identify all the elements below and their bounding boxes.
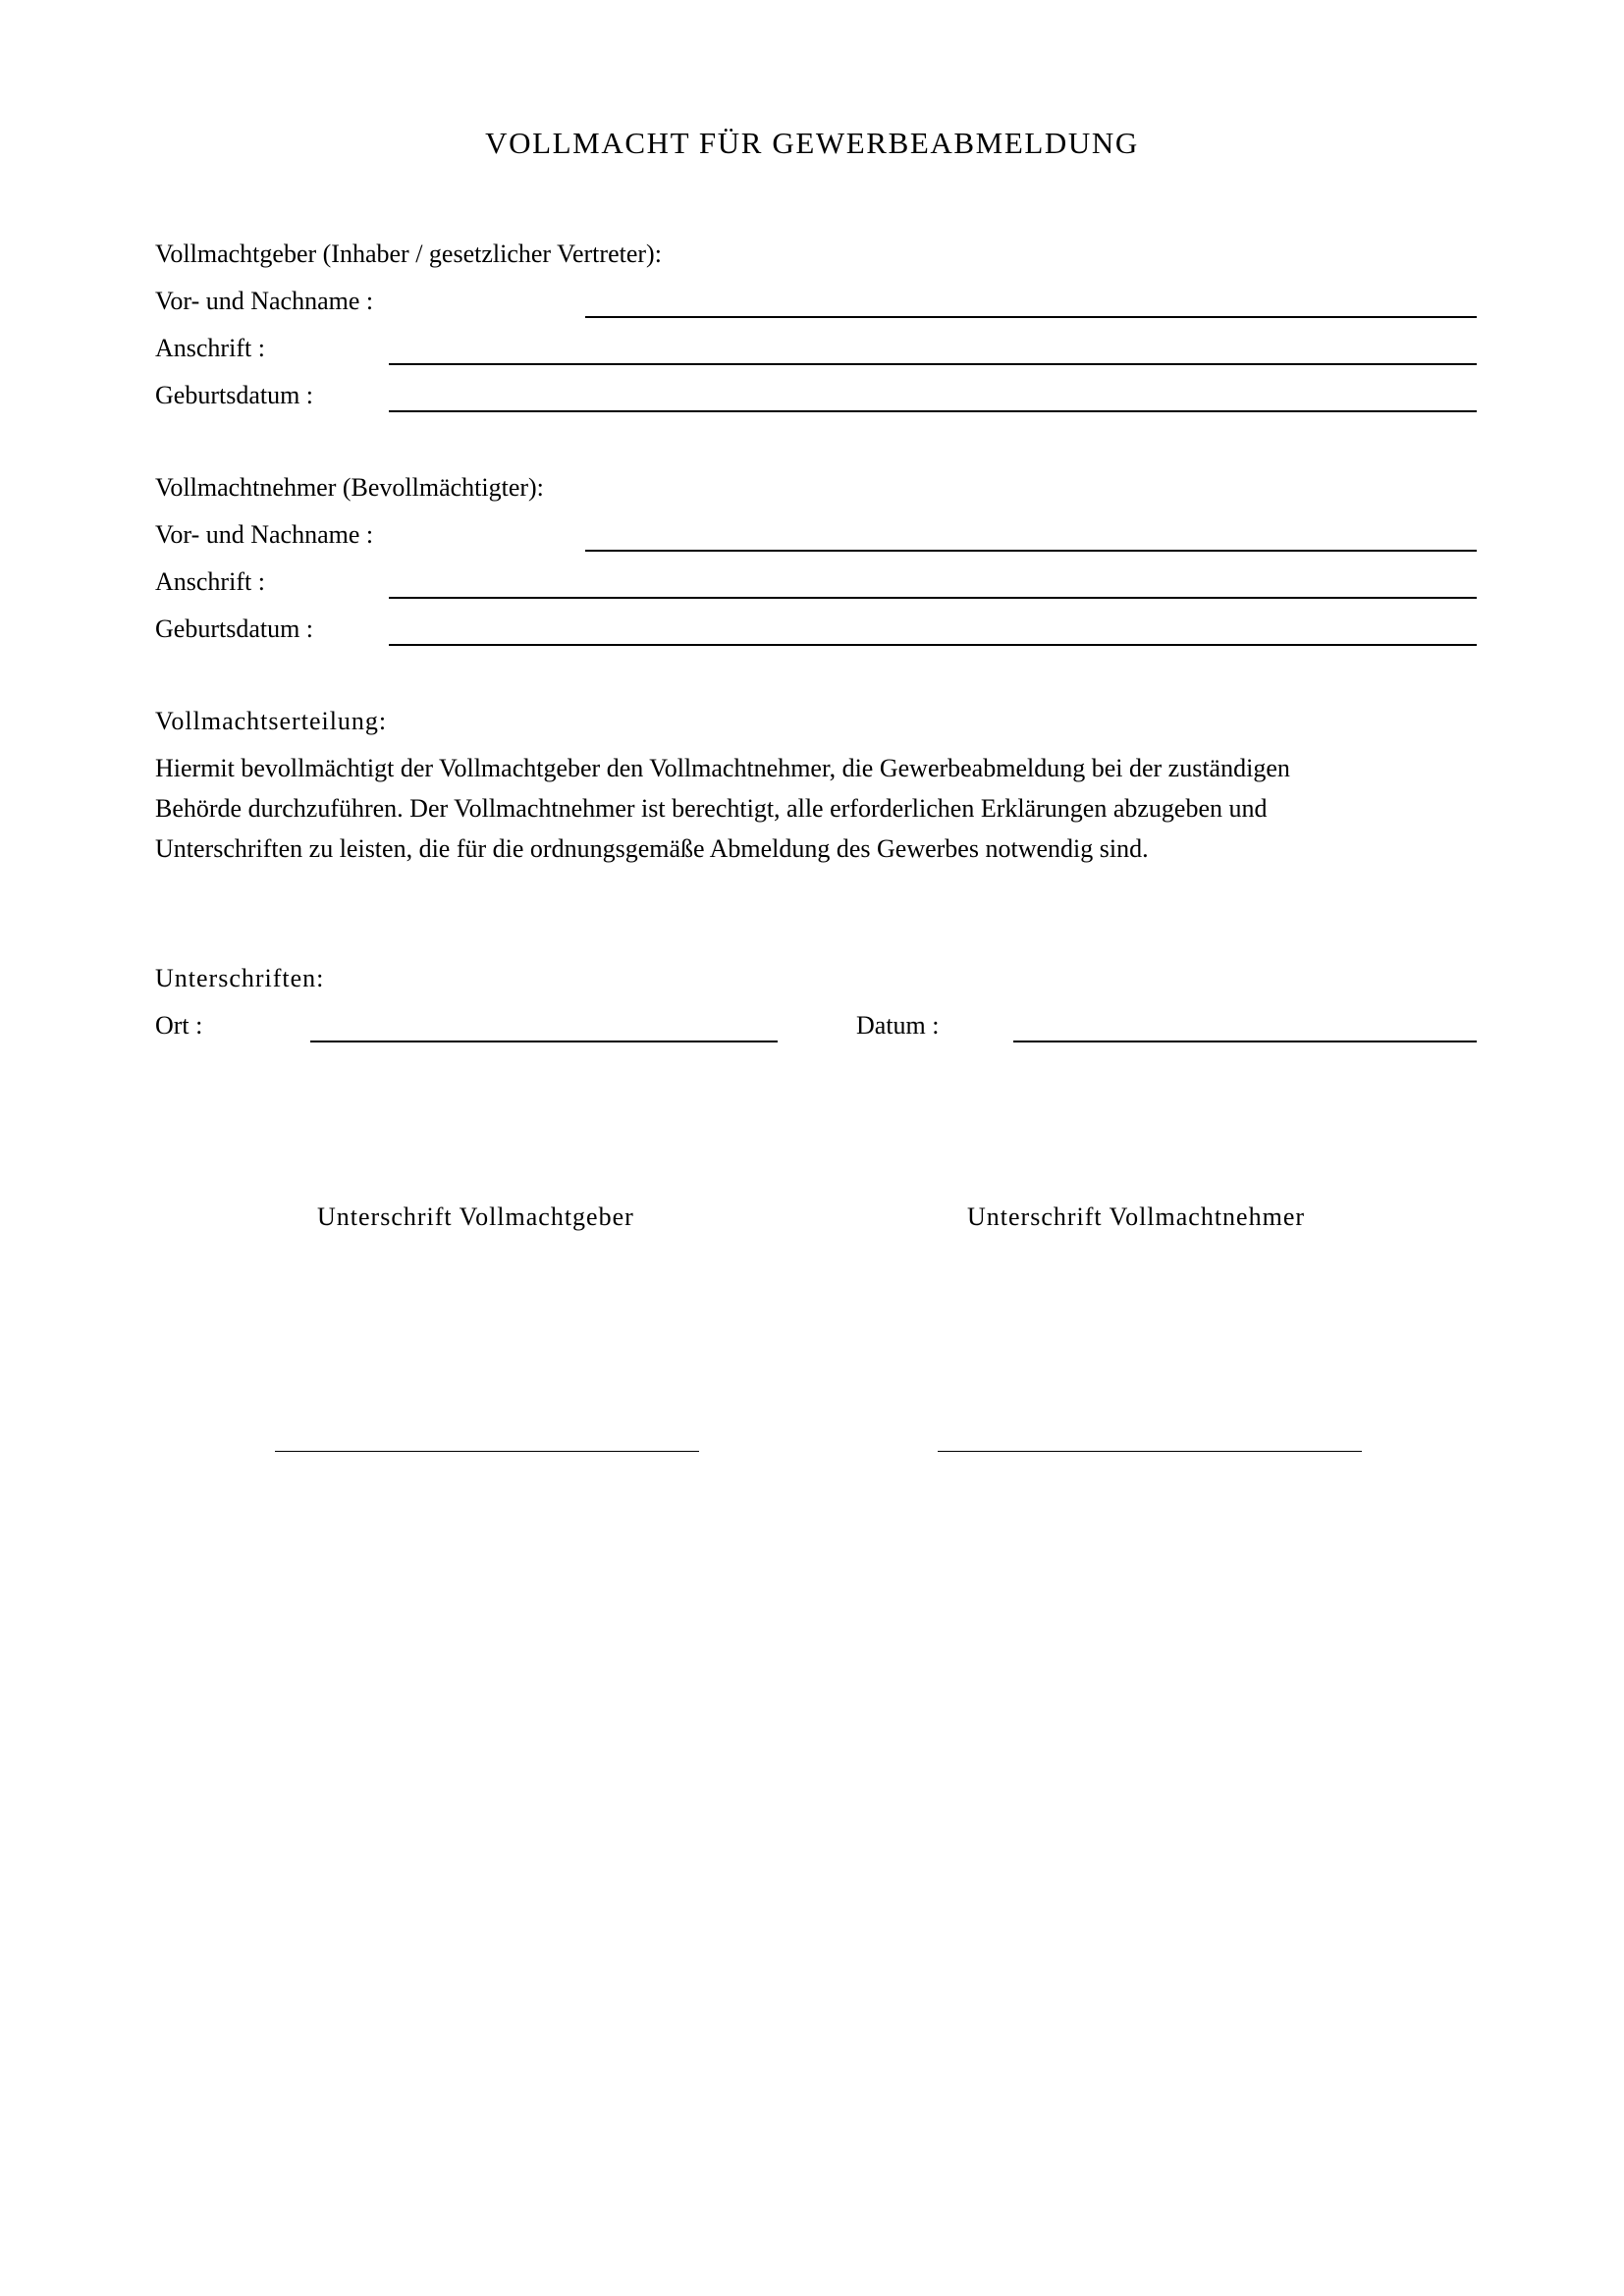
grantor-heading: Vollmachtgeber (Inhaber / gesetzlicher Vertreter): (155, 240, 662, 268)
grantee-heading: Vollmachtnehmer (Bevollmächtigter): (155, 473, 544, 502)
grantee-signature-line[interactable] (938, 1451, 1362, 1452)
grantee-name-label: Vor- und Nachname : (155, 520, 374, 549)
place-label: Ort : (155, 1011, 203, 1040)
date-field[interactable] (1013, 1041, 1477, 1042)
grantor-address-field[interactable] (389, 363, 1477, 365)
grantor-signature-label: Unterschrift Vollmachtgeber (317, 1202, 634, 1231)
authorization-text (155, 748, 1490, 869)
grantor-birthdate-field[interactable] (389, 410, 1477, 412)
authorization-line: Behörde durchzuführen. Der Vollmachtnehmer ist berechtigt, alle erforderlichen Erklärungen abzugeben und (155, 794, 1268, 823)
grantee-address-field[interactable] (389, 597, 1477, 599)
grantee-name-field[interactable] (585, 550, 1477, 552)
grantor-name-field[interactable] (585, 316, 1477, 318)
grantee-birthdate-label: Geburtsdatum : (155, 614, 314, 643)
document-title: VOLLMACHT FÜR GEWERBEABMELDUNG (485, 126, 1139, 160)
grantor-address-label: Anschrift : (155, 334, 265, 362)
date-label: Datum : (856, 1011, 940, 1040)
grantee-birthdate-field[interactable] (389, 644, 1477, 646)
authorization-line: Unterschriften zu leisten, die für die ordnungsgemäße Abmeldung des Gewerbes notwendig sind. (155, 834, 1149, 863)
signatures-heading: Unterschriften: (155, 964, 325, 992)
authorization-line: Hiermit bevollmächtigt der Vollmachtgeber den Vollmachtnehmer, die Gewerbeabmeldung bei der zuständigen (155, 754, 1290, 782)
grantor-birthdate-label: Geburtsdatum : (155, 381, 314, 409)
grantor-name-label: Vor- und Nachname : (155, 287, 374, 315)
place-field[interactable] (310, 1041, 778, 1042)
grantee-address-label: Anschrift : (155, 567, 265, 596)
grantee-signature-label: Unterschrift Vollmachtnehmer (967, 1202, 1306, 1231)
authorization-heading: Vollmachtserteilung: (155, 707, 388, 735)
grantor-signature-line[interactable] (275, 1451, 699, 1452)
